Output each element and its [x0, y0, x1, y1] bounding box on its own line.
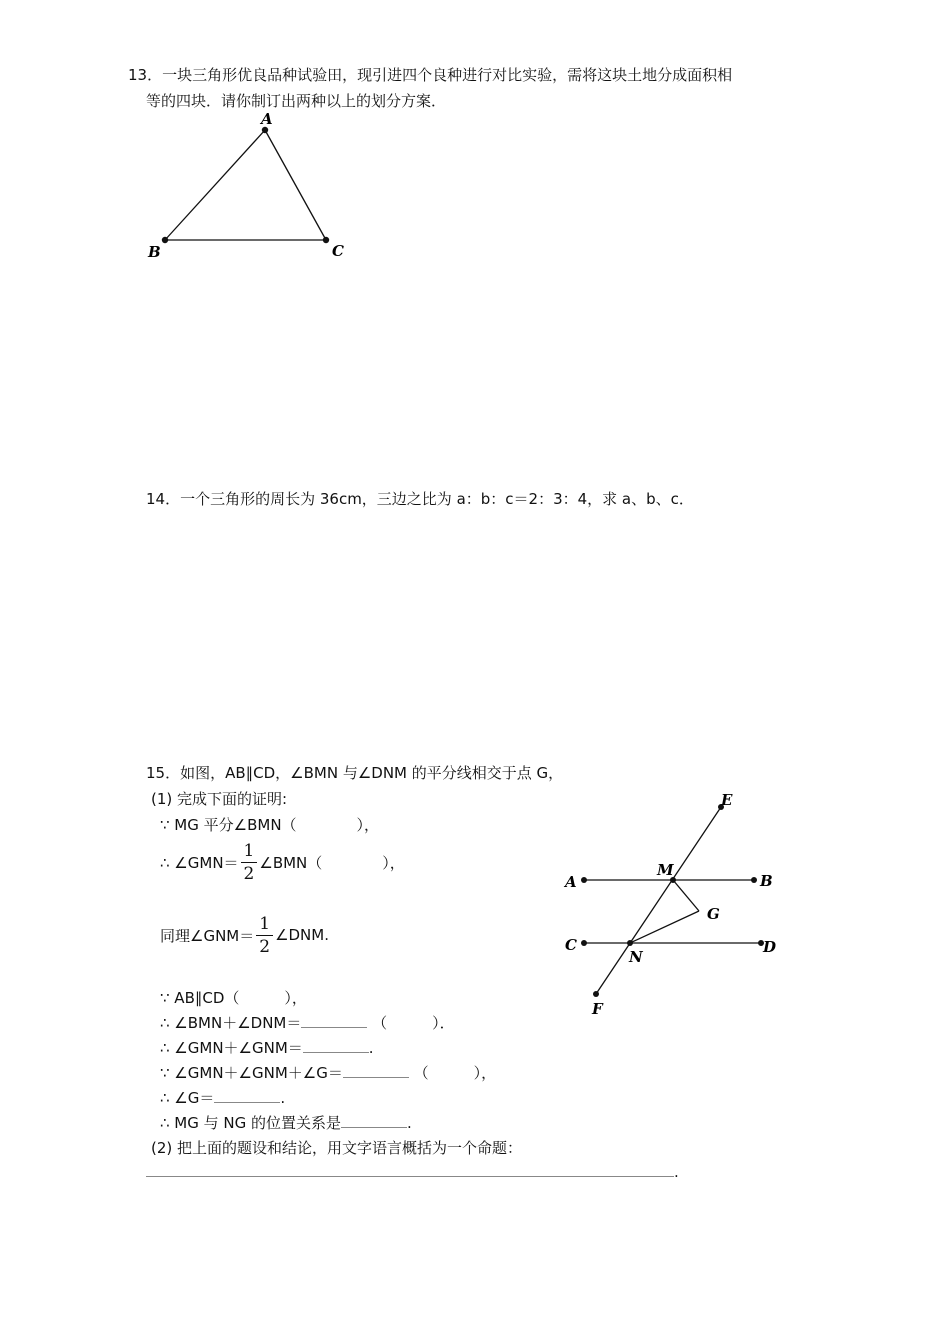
segment-mg [673, 880, 699, 911]
point-a [581, 877, 587, 883]
q15-line3 [160, 909, 329, 961]
q15-line6-b: . [368, 1039, 374, 1057]
q15-line7 [160, 1062, 496, 1083]
q15-line1: ∵ MG 平分∠BMN（ ）， [160, 816, 380, 834]
answer-blank-1[interactable] [301, 1013, 367, 1028]
q15-proposition-line [146, 1162, 679, 1181]
q13-line2: 等的四块．请你制订出两种以上的划分方案． [146, 92, 447, 110]
proposition-blank[interactable] [146, 1162, 674, 1177]
q15-line2-a: ∴ ∠GMN＝ [160, 853, 239, 872]
side-ab [165, 130, 265, 240]
q15-line9 [160, 1112, 412, 1133]
q15-line3-a: 同理∠GNM＝ [160, 926, 255, 945]
q15-part1: (1) 完成下面的证明: [151, 790, 288, 808]
q15-line2-b: ∠BMN（ ）， [259, 853, 405, 872]
point-f [593, 991, 599, 997]
q15-part2: (2) 把上面的题设和结论，用文字语言概括为一个命题： [151, 1139, 523, 1157]
triangle-figure [0, 0, 950, 280]
label-n: N [629, 948, 643, 966]
label-b: B [148, 243, 161, 261]
fraction-denominator: 2 [243, 863, 255, 884]
label-c: C [332, 242, 344, 260]
q15-line5 [160, 1012, 455, 1033]
point-c [581, 940, 587, 946]
q14-text: 14．一个三角形的周长为 36cm，三边之比为 a：b：c＝2：3：4，求 a、b、c． [146, 490, 694, 508]
q15-line8-a: ∴ ∠G＝ [160, 1089, 215, 1107]
label-c: C [565, 936, 577, 954]
q15-line9-b: . [407, 1114, 412, 1132]
side-ac [265, 130, 326, 240]
q15-end: . [674, 1163, 679, 1181]
label-m: M [657, 861, 674, 879]
q13-line1: 13．一块三角形优良品种试验田，现引进四个良种进行对比实验，需将这块土地分成面积相 [128, 66, 733, 84]
q15-line6 [160, 1037, 374, 1058]
q15-line7-a: ∵ ∠GMN＋∠GNM＋∠G＝ [160, 1064, 343, 1082]
q15-line7-b: （ ）， [413, 1064, 497, 1082]
q15-line8 [160, 1087, 285, 1108]
label-e: E [721, 791, 733, 809]
label-b: B [760, 872, 773, 890]
q15-line8-b: . [280, 1089, 286, 1107]
q15-line2 [160, 836, 405, 888]
answer-blank-2[interactable] [303, 1038, 369, 1053]
q15-line5-b: （ ）． [372, 1014, 455, 1032]
point-n [627, 940, 633, 946]
label-g: G [707, 905, 720, 923]
fraction-numerator-2: 1 [256, 913, 273, 936]
label-f: F [592, 1000, 603, 1018]
answer-blank-5[interactable] [341, 1113, 407, 1128]
fraction-denominator-2: 2 [259, 936, 271, 957]
line-ef [596, 807, 721, 994]
fraction-numerator: 1 [241, 840, 258, 863]
q15-line4: ∵ AB∥CD（ ）， [160, 989, 307, 1007]
point-b [162, 237, 168, 243]
label-a: A [261, 110, 273, 128]
q15-intro: 15．如图，AB∥CD，∠BMN 与∠DNM 的平分线相交于点 G， [146, 764, 564, 782]
point-b [751, 877, 757, 883]
fraction-half-2 [256, 913, 273, 958]
answer-blank-4[interactable] [214, 1088, 280, 1103]
parallel-lines-figure [540, 780, 800, 1020]
q15-line6-a: ∴ ∠GMN＋∠GNM＝ [160, 1039, 303, 1057]
q15-line5-a: ∴ ∠BMN＋∠DNM＝ [160, 1014, 302, 1032]
fraction-half [241, 840, 258, 885]
q15-line9-a: ∴ MG 与 NG 的位置关系是 [160, 1114, 342, 1132]
answer-blank-3[interactable] [343, 1063, 409, 1078]
point-c [323, 237, 329, 243]
label-a: A [565, 873, 577, 891]
label-d: D [763, 938, 777, 956]
q15-line3-b: ∠DNM. [275, 926, 329, 944]
